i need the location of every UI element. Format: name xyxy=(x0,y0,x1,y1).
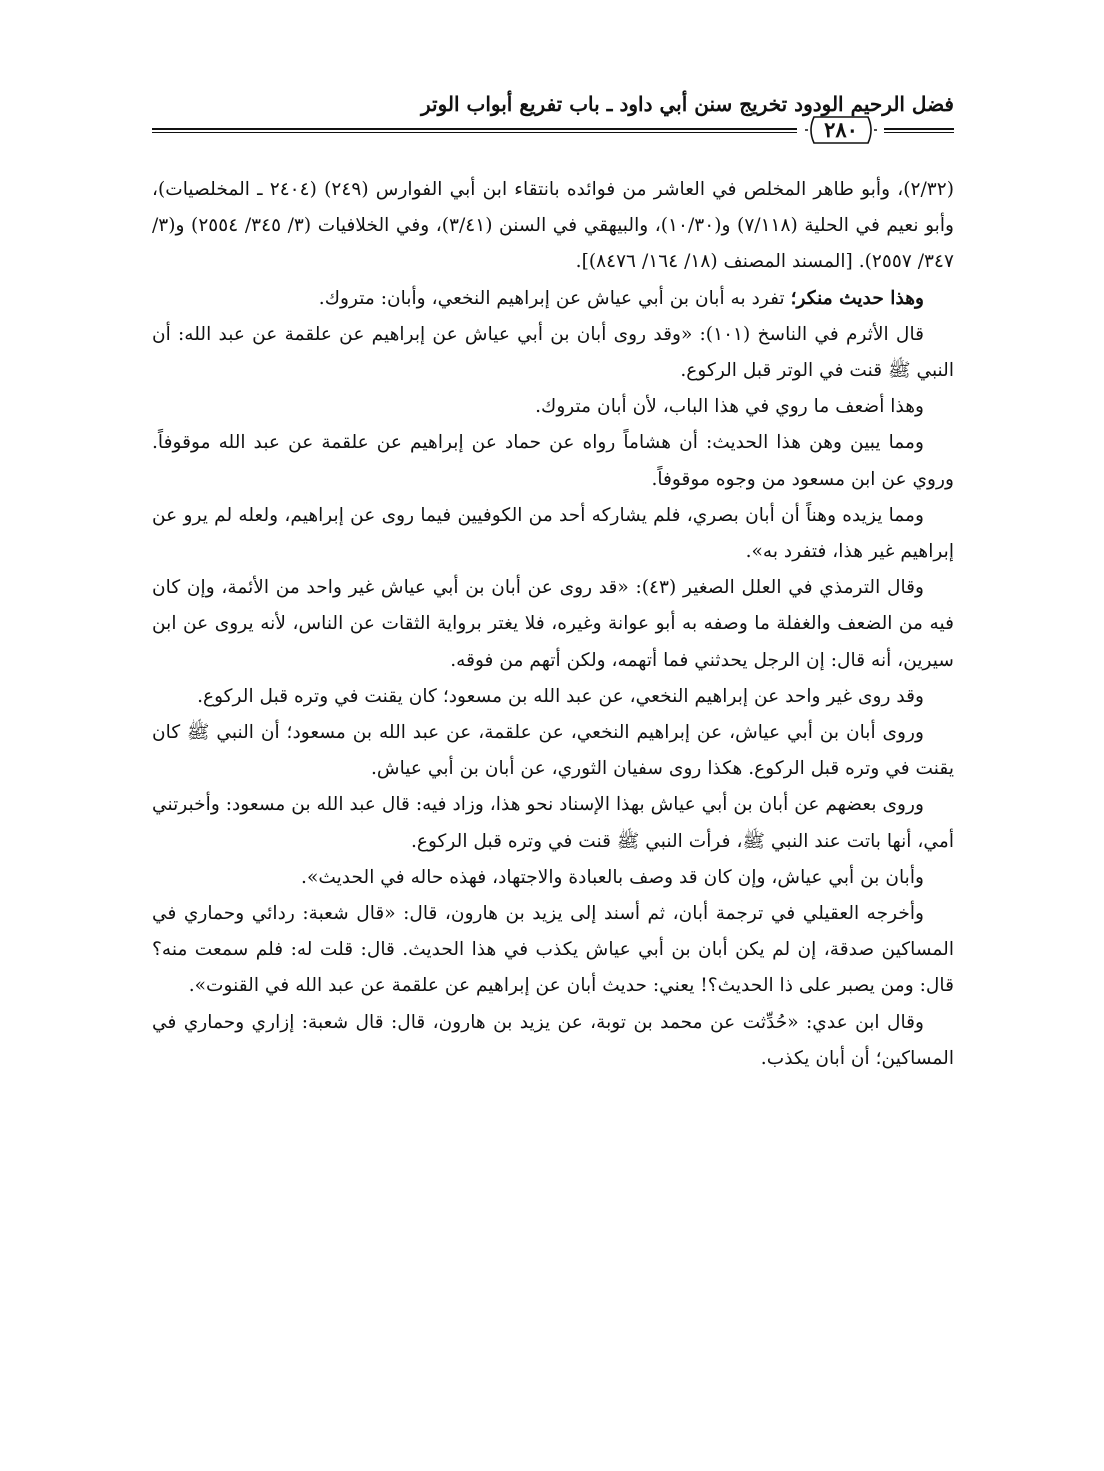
paragraph-text: وأبان بن أبي عياش، وإن كان قد وصف بالعبادة والاجتهاد، فهذه حاله في الحديث». xyxy=(301,866,924,888)
paragraph-text: وأخرجه العقيلي في ترجمة أبان، ثم أسند إلى يزيد بن هارون، قال: «قال شعبة: ردائي وحماري في المساكين صدقة، إن لم يكن أبان بن أبي عياش يكذب في هذا الحديث. قال: قلت له: فلم سمعت منه؟ قال: ومن يصبر على ذا الحديث؟! يعني: حديث أبان عن إبراهيم عن علقمة عن عبد الله في القنوت». xyxy=(152,903,954,997)
body-text xyxy=(152,172,954,1077)
paragraph-text: وقال ابن عدي: «حُدِّثت عن محمد بن توبة، عن يزيد بن هارون، قال: قال شعبة: إزاري وحماري في المساكين؛ أن أبان يكذب. xyxy=(152,1011,954,1069)
paragraph-text: ومما يزيده وهناً أن أبان بصري، فلم يشاركه أحد من الكوفيين فيما روى عن إبراهيم، ولعله لم يرو عن إبراهيم غير هذا، فتفرد به». xyxy=(152,504,954,563)
header-title: فضل الرحيم الودود تخريج سنن أبي داود ـ باب تفريع أبواب الوتر xyxy=(420,92,954,116)
paragraph-text: تفرد به أبان بن أبي عياش عن إبراهيم النخعي، وأبان: متروك. xyxy=(318,287,791,309)
paragraph-text: ومما يبين وهن هذا الحديث: أن هشاماً رواه عن حماد عن إبراهيم عن علقمة عن عبد الله موقوفاً. وروي عن ابن مسعود من وجوه موقوفاً. xyxy=(152,432,954,490)
paragraph xyxy=(152,172,954,281)
paragraph xyxy=(152,787,954,859)
running-header xyxy=(152,88,954,150)
paragraph xyxy=(152,860,954,896)
paragraph-text: (٢/٣٢)، وأبو طاهر المخلص في العاشر من فوائده بانتقاء ابن أبي الفوارس (٢٤٩) (٢٤٠٤ ـ المخلصيات)، وأبو نعيم في الحلية (٧/١١٨) و(١٠/٣٠)، والبيهقي في السنن (٣/٤١)، وفي الخلافيات (٣/ ٣٤٥/ ٢٥٥٤) و(٣/ ٣٤٧/ ٢٥٥٧). [المسند المصنف (١٨/ ١٦٤/ ٨٤٧٦)]. xyxy=(152,179,954,273)
paragraph xyxy=(152,281,954,317)
document-page xyxy=(152,88,954,1388)
paragraph-text: وروى بعضهم عن أبان بن أبي عياش بهذا الإسناد نحو هذا، وزاد فيه: قال عبد الله بن مسعود: وأخبرتني أمي، أنها باتت عند النبي ﷺ، فرأت النبي ﷺ قنت في وتره قبل الركوع. xyxy=(152,794,954,852)
paragraph xyxy=(152,425,954,497)
page-number: ٢٨٠ xyxy=(824,117,858,142)
paragraph-text: وقد روى غير واحد عن إبراهيم النخعي، عن عبد الله بن مسعود؛ كان يقنت في وتره قبل الركوع. xyxy=(197,685,924,707)
paragraph xyxy=(152,896,954,1005)
paragraph-text: قال الأثرم في الناسخ (١٠١): «وقد روى أبان بن أبي عياش عن إبراهيم عن علقمة عن عبد الله: أن النبي ﷺ قنت في الوتر قبل الركوع. xyxy=(152,323,954,382)
paragraph-text: وروى أبان بن أبي عياش، عن إبراهيم النخعي، عن علقمة، عن عبد الله بن مسعود؛ أن النبي ﷺ كان يقنت في وتره قبل الركوع. هكذا روى سفيان الثوري، عن أبان بن أبي عياش. xyxy=(152,722,954,780)
header-rule-right xyxy=(884,128,954,133)
paragraph xyxy=(152,679,954,715)
paragraph xyxy=(152,715,954,787)
paragraph xyxy=(152,1005,954,1077)
paragraph-text: وقال الترمذي في العلل الصغير (٤٣): «قد روى عن أبان بن أبي عياش غير واحد من الأئمة، وإن كان فيه من الضعف والغفلة ما وصفه به أبو عوانة وغيره، فلا يغتر برواية الثقات عن الناس، لأنه يروى عن ابن سيرين، أنه قال: إن الرجل يحدثني فما أتهمه، ولكن أتهم من فوقه. xyxy=(152,577,954,671)
paragraph xyxy=(152,498,954,570)
paragraph xyxy=(152,570,954,679)
paragraph-text: وهذا أضعف ما روي في هذا الباب، لأن أبان متروك. xyxy=(535,396,924,418)
paragraph xyxy=(152,389,954,425)
paragraph-lead: وهذا حديث منكر؛ xyxy=(790,287,924,309)
page-number-badge xyxy=(804,115,878,145)
header-rule-left xyxy=(152,128,797,133)
paragraph xyxy=(152,317,954,389)
